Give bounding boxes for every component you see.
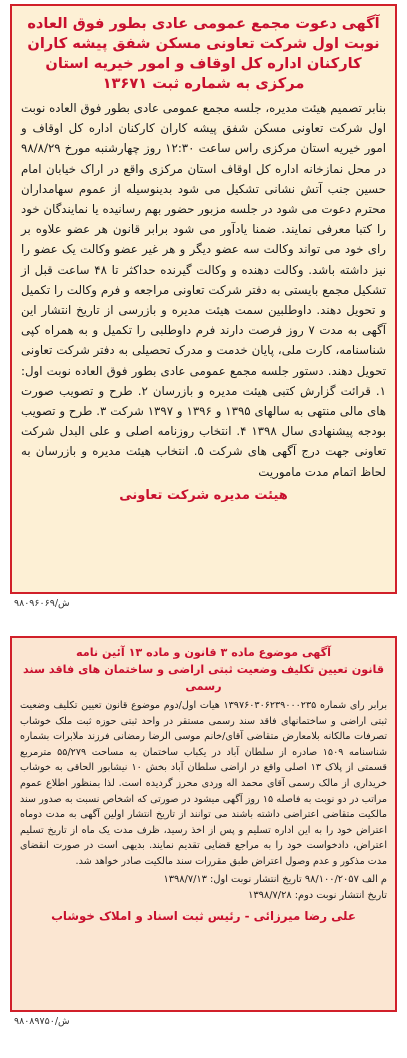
- registration-signature: علی رضا میرزائی - رئیس ثبت اسناد و املاک خوشاب: [51, 908, 356, 923]
- registration-title-line2: قانون تعیین تکلیف وضعیت ثبتی اراضی و ساختمان های فاقد سند رسمی: [22, 663, 385, 693]
- notice-code: ش/۹۸۰۹۶۰۶۹: [14, 598, 70, 609]
- registration-body: برابر رای شماره ۱۳۹۷۶۰۳۰۶۲۳۹۰۰۰۲۳۵ هیات اول/دوم موضوع قانون تعیین تکلیف وضعیت ثبتی اراضی و ساختمانهای فاقد سند رسمی مستقر در واحد ثبتی حوزه ثبت ملک خوشاب تصرفات مالکانه بلامعارض متقاضی آقای/خانم موسی الرضا رمضانی فرزند ملابرات بشماره شناسنامه ۱۵۰۹ صادره از سلطان آباد در یکباب ساختمان به مساحت ۵۵/۲۷۹ مترمربع قسمتی از پلاک ۱۳ اصلی واقع در اراضی سلطان آباد بخش ۱۰ نیشابور الحاقی به خوشاب خریداری از مالک رسمی آقای محمد اله وردی محرز گردیده است. لذا بمنظور اطلاع عموم مراتب در دو نوبت به فاصله ۱۵ روز آگهی میشود در صورتی که اشخاص نسبت به صدور سند مالکیت متقاضی اعتراضی داشته باشند می توانند از تاریخ انتشار اولین آگهی به مدت دوماه اعتراض خود را به این اداره تسلیم و پس از اخذ رسید، ظرف مدت یک ماه از تاریخ تسلیم اعتراض، دادخواست خود را به مراجع قضایی تقدیم نمایند. بدیهی است در صورت انقضای مدت مذکور و عدم وصول اعتراض طبق مقررات سند مالکیت صادر خواهد شد.: [20, 700, 387, 867]
- publication-date-row2: تاریخ انتشار نوبت دوم: ۱۳۹۸/۷/۲۸: [248, 889, 387, 901]
- publication-date-row1: م الف ۹۸/۱۰۰/۲۰۵۷ تاریخ انتشار نوبت اول: ۱۳۹۸/۷/۱۳: [163, 873, 387, 885]
- publication-dates: [20, 872, 387, 904]
- notice-body: بنابر تصمیم هیئت مدیره، جلسه مجمع عمومی عادی بطور فوق العاده نوبت اول شرکت تعاونی مسکن شفق پیشه کاران کارکنان اداره کل اوقاف و امور خیریه استان مرکزی راس ساعت ۱۲:۳۰ روز چهارشنبه مورخ ۹۸/۸/۲۹ در محل نمازخانه اداره کل اوقاف استان مرکزی واقع در اراک خیابان امام حسین جنب آتش نشانی تشکیل می شود بدینوسیله از عموم سهامداران محترم دعوت می شود در جلسه مزبور حضور بهم رسانیده یا نمایندگان خود را کتبا معرفی نمایند. ضمنا یادآور می شود برابر قانون هر عضو علاوه بر رای خود می تواند وکالت سه عضو دیگر و هر غیر عضو وکالت یک عضو را نیز داشته باشد. وکالت دهنده و وکالت گیرنده حداکثر تا ۴۸ ساعت قبل از تشکیل مجمع بایستی به دفتر شرکت تعاونی مراجعه و فرم وکالت را تکمیل و تحویل دهند. داوطلبین سمت هیئت مدیره و بازرسی از تاریخ انتشار این آگهی به مدت ۷ روز فرصت دارند فرم داوطلبی را تکمیل و به همراه کپی شناسنامه، کارت ملی، پایان خدمت و مدرک تحصیلی به دفتر شرکت تعاونی تحویل دهند. دستور جلسه مجمع عمومی عادی بطور فوق العاده نوبت اول: ۱. قرائت گزارش کتبی هیئت مدیره و بازرسان ۲. طرح و تصویب صورت های مالی منتهی به سالهای ۱۳۹۵ و ۱۳۹۶ و ۱۳۹۷ شرکت ۳. طرح و تصویب بودجه پیشنهادی سال ۱۳۹۸ ۴. انتخاب روزنامه اصلی و علی البدل شرکت تعاونی جهت درج آگهی های شرکت ۵. انتخاب هیئت مدیره و بازرسان به لحاظ اتمام مدت ماموریت: [21, 101, 387, 479]
- registration-code: ش/۹۸۰۸۹۷۵۰: [14, 1016, 70, 1027]
- notice-signature: هیئت مدیره شرکت تعاونی: [119, 487, 288, 503]
- registration-title-line1: آگهی موضوع ماده ۳ قانون و ماده ۱۳ آئین نامه: [75, 646, 331, 659]
- land-registration-notice: [10, 636, 397, 1012]
- notice-title: آگهی دعوت مجمع عمومی عادی بطور فوق العاده نوبت اول شرکت تعاونی مسکن شفق پیشه کاران کارکنان اداره کل اوقاف و امور خیریه استان مرکزی به شماره ثبت ۱۳۶۷۱: [27, 15, 380, 92]
- cooperative-meeting-notice: [10, 4, 397, 594]
